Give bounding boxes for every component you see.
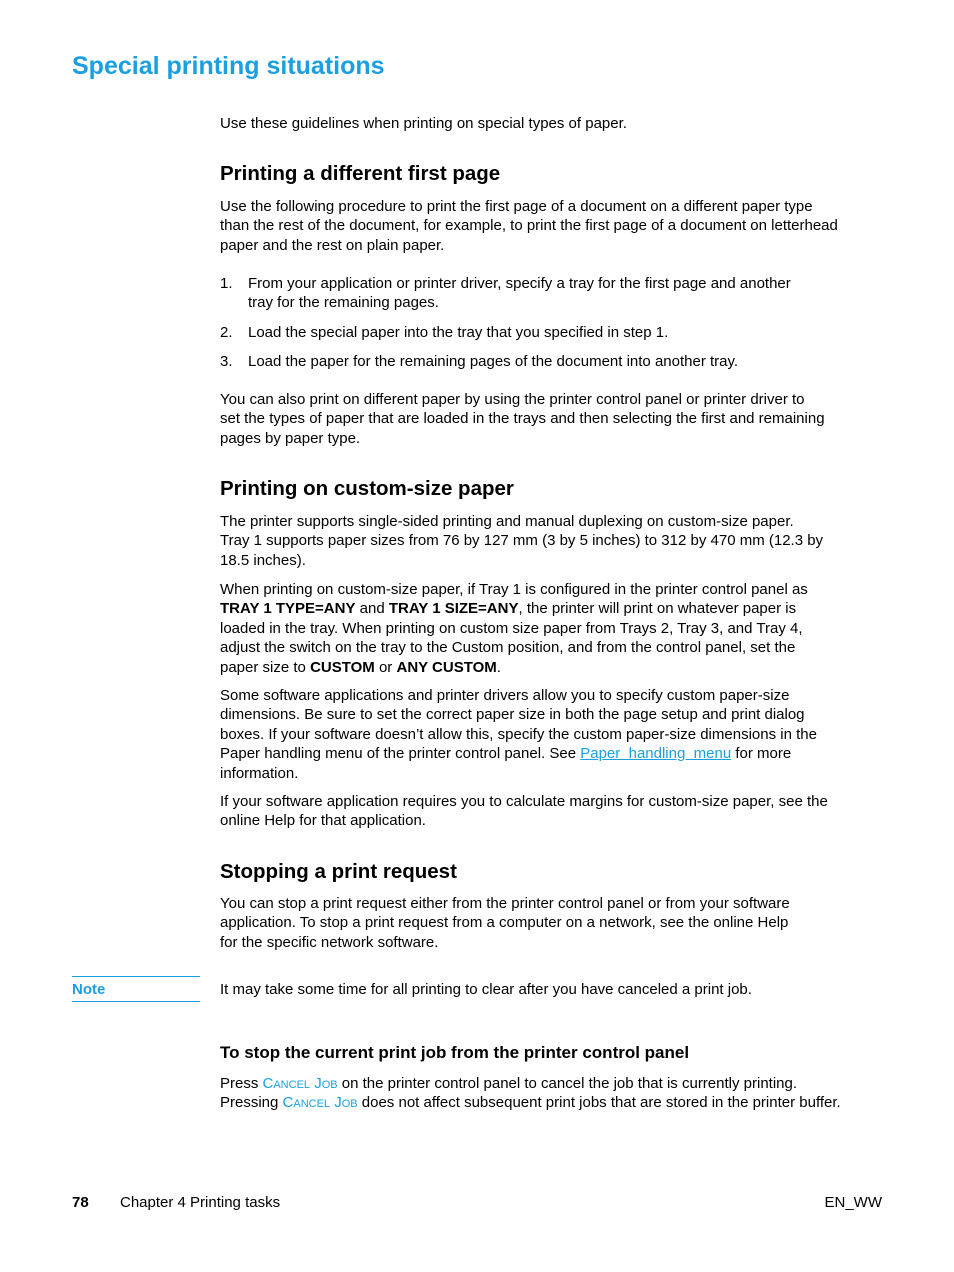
paper-handling-menu-link[interactable]: Paper handling menu — [580, 745, 732, 763]
cancel-job-paragraph — [220, 1074, 900, 1113]
locale-footer: EN_WW — [824, 1194, 882, 1211]
step-number: 1. — [220, 275, 233, 292]
text-line: application. To stop a print request from a computer on a network, see the online Help — [220, 914, 789, 932]
chapter-footer: Chapter 4 Printing tasks — [120, 1194, 281, 1211]
subsection-heading-stop-from-control-panel: To stop the current print job from the printer control panel — [220, 1043, 690, 1062]
text-line: for the specific network software. — [220, 933, 439, 951]
text-line: You can stop a print request either from the printer control panel or from your software — [220, 895, 790, 912]
text-fragment: does not affect subsequent print jobs that are stored in the printer buffer. — [357, 1094, 841, 1112]
text-line — [220, 1093, 900, 1112]
text-fragment: on the printer control panel to cancel the job that is currently printing. — [337, 1075, 798, 1092]
text-line — [220, 599, 890, 618]
note-bottom-rule — [72, 1001, 200, 1002]
text-fragment: Pressing — [220, 1094, 283, 1112]
first-page-alternative-paragraph — [220, 390, 890, 448]
text-line: Use the following procedure to print the first page of a document on a different paper type — [220, 198, 813, 215]
setting-name: CUSTOM — [310, 658, 375, 676]
text-fragment: , the printer will print on whatever paper is — [518, 600, 797, 618]
text-line: adjust the switch on the tray to the Custom position, and from the control panel, set the — [220, 639, 796, 657]
text-fragment: . — [496, 658, 501, 676]
text-line: dimensions. Be sure to set the correct paper size in both the page setup and print dialog — [220, 706, 805, 724]
text-fragment: paper size to — [220, 658, 311, 676]
text-line: information. — [220, 764, 299, 782]
text-line: Tray 1 supports paper sizes from 76 by 127 mm (3 by 5 inches) to 312 by 470 mm (12.3 by — [220, 532, 824, 550]
text-line: The printer supports single-sided printing and manual duplexing on custom-size paper. — [220, 513, 794, 530]
custom-size-tray-paragraph — [220, 580, 890, 677]
stopping-print-paragraph — [220, 894, 890, 952]
step-number: 3. — [220, 353, 233, 370]
text-line: pages by paper type. — [220, 429, 361, 447]
text-line: loaded in the tray. When printing on custom size paper from Trays 2, Tray 3, and Tray 4, — [220, 619, 803, 637]
text-line — [220, 658, 890, 677]
custom-size-support-paragraph — [220, 512, 890, 570]
section-heading-stopping-print-request: Stopping a print request — [220, 860, 457, 883]
setting-name: TRAY 1 TYPE=ANY — [220, 600, 356, 618]
note-label: Note — [72, 981, 106, 998]
text-line: paper and the rest on plain paper. — [220, 236, 445, 254]
text-line: 18.5 inches). — [220, 551, 306, 569]
text-line: Some software applications and printer drivers allow you to specify custom paper-size — [220, 687, 790, 704]
cancel-job-key: Cancel Job — [262, 1075, 338, 1092]
setting-name: TRAY 1 SIZE=ANY — [388, 600, 519, 618]
text-fragment: for more — [731, 745, 792, 763]
setting-name: ANY CUSTOM — [396, 658, 497, 676]
page-number: 78 — [72, 1194, 89, 1211]
text-line: If your software application requires you to calculate margins for custom-size paper, see the — [220, 793, 828, 810]
step-text: Load the special paper into the tray that you specified in step 1. — [248, 324, 669, 341]
step-text — [248, 274, 868, 313]
text-fragment: or — [374, 658, 397, 676]
step-text: Load the paper for the remaining pages of the document into another tray. — [248, 353, 739, 370]
text-line: tray for the remaining pages. — [248, 294, 439, 312]
note-top-rule — [72, 976, 200, 977]
section-heading-different-first-page: Printing a different first page — [220, 162, 501, 185]
text-line: When printing on custom-size paper, if Tray 1 is configured in the printer control panel as — [220, 581, 808, 598]
intro-paragraph: Use these guidelines when printing on special types of paper. — [220, 115, 627, 132]
text-line — [220, 744, 890, 763]
cancel-job-key: Cancel Job — [282, 1094, 358, 1112]
custom-size-margins-paragraph — [220, 792, 890, 831]
first-page-description — [220, 197, 890, 255]
page-title: Special printing situations — [72, 52, 385, 80]
text-line: set the types of paper that are loaded in the trays and then selecting the first and remaining — [220, 410, 825, 428]
section-heading-custom-size-paper: Printing on custom-size paper — [220, 477, 514, 500]
text-fragment: Paper handling menu of the printer control panel. See — [220, 745, 581, 763]
text-line: boxes. If your software doesn’t allow this, specify the custom paper-size dimensions in the — [220, 725, 817, 743]
note-text: It may take some time for all printing to clear after you have canceled a print job. — [220, 981, 752, 998]
text-line: than the rest of the document, for example, to print the first page of a document on letterhead — [220, 217, 838, 235]
text-line — [220, 1074, 900, 1093]
custom-size-software-paragraph — [220, 686, 890, 783]
text-fragment: and — [355, 600, 389, 618]
text-line: From your application or printer driver, specify a tray for the first page and another — [248, 275, 791, 292]
text-line: online Help for that application. — [220, 812, 426, 830]
step-number: 2. — [220, 324, 233, 341]
text-line: You can also print on different paper by using the printer control panel or printer driver to — [220, 391, 805, 408]
text-fragment: Press — [220, 1075, 263, 1092]
